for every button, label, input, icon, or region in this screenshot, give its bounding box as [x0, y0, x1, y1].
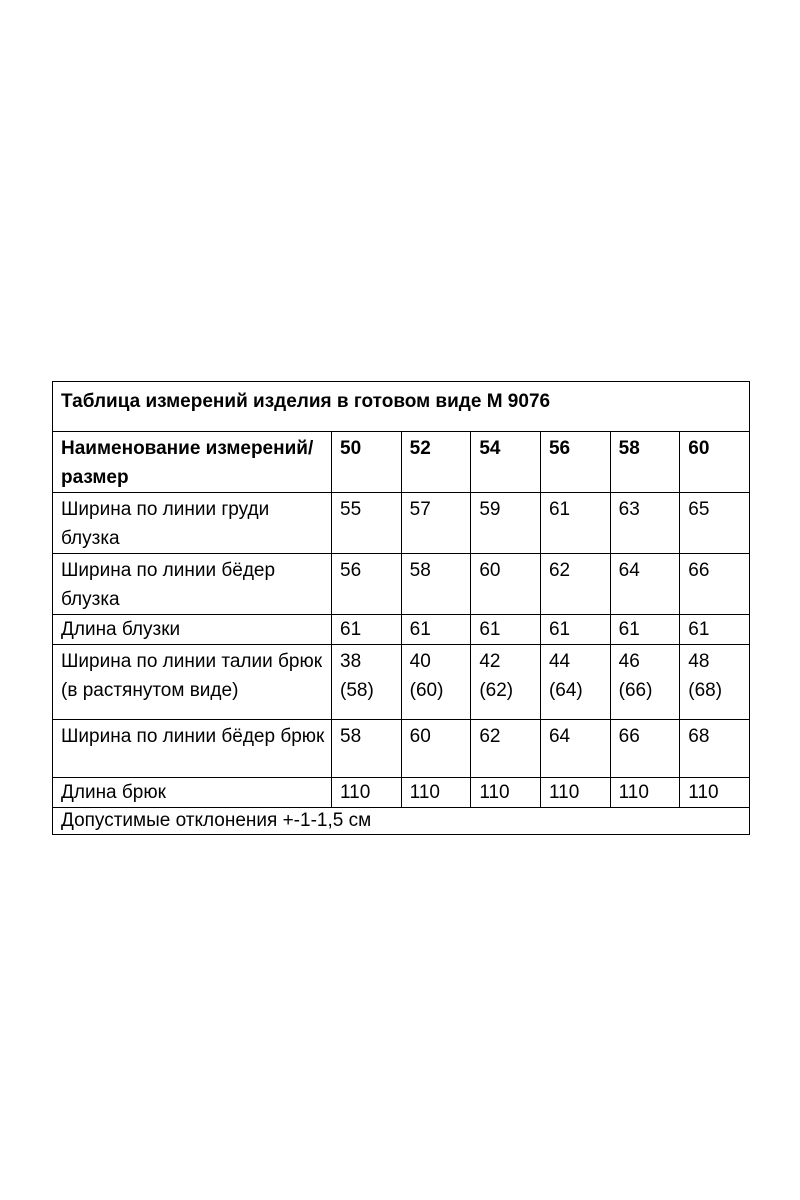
- row-label: Длина блузки: [53, 615, 332, 645]
- table-row: [53, 554, 750, 615]
- row-value: 58: [332, 720, 402, 778]
- row-value: 48 (68): [680, 645, 750, 720]
- row-value: 44 (64): [540, 645, 610, 720]
- row-value: 62: [471, 720, 541, 778]
- row-value: 110: [680, 778, 750, 808]
- row-value: 56: [332, 554, 402, 615]
- table-row: [53, 720, 750, 778]
- row-value: 63: [610, 493, 680, 554]
- row-value: 38 (58): [332, 645, 402, 720]
- row-value: 61: [332, 615, 402, 645]
- row-value: 58: [401, 554, 471, 615]
- row-value: 61: [471, 615, 541, 645]
- row-value: 61: [540, 493, 610, 554]
- row-label: Ширина по линии талии брюк (в растянутом виде): [53, 645, 332, 720]
- row-value: 66: [680, 554, 750, 615]
- row-value: 110: [401, 778, 471, 808]
- table-title: Таблица измерений изделия в готовом виде М 9076: [53, 382, 750, 432]
- header-size: 52: [401, 432, 471, 493]
- header-size: 58: [610, 432, 680, 493]
- row-value: 62: [540, 554, 610, 615]
- row-value: 61: [540, 615, 610, 645]
- measurements-table: [52, 381, 750, 835]
- table-title-row: [53, 382, 750, 432]
- row-value: 46 (66): [610, 645, 680, 720]
- row-value: 65: [680, 493, 750, 554]
- row-label: Ширина по линии бёдер блузка: [53, 554, 332, 615]
- row-value: 42 (62): [471, 645, 541, 720]
- row-value: 60: [401, 720, 471, 778]
- row-label: Ширина по линии груди блузка: [53, 493, 332, 554]
- row-value: 55: [332, 493, 402, 554]
- table-header-row: [53, 432, 750, 493]
- row-value: 61: [610, 615, 680, 645]
- table-row: [53, 493, 750, 554]
- row-value: 110: [332, 778, 402, 808]
- row-value: 40 (60): [401, 645, 471, 720]
- header-size: 54: [471, 432, 541, 493]
- table-row: [53, 615, 750, 645]
- header-label: Наименование измерений/размер: [53, 432, 332, 493]
- header-size: 56: [540, 432, 610, 493]
- row-value: 61: [401, 615, 471, 645]
- header-size: 50: [332, 432, 402, 493]
- row-label: Ширина по линии бёдер брюк: [53, 720, 332, 778]
- row-value: 110: [540, 778, 610, 808]
- table-footer-row: [53, 808, 750, 835]
- row-value: 68: [680, 720, 750, 778]
- row-label: Длина брюк: [53, 778, 332, 808]
- row-value: 64: [540, 720, 610, 778]
- row-value: 66: [610, 720, 680, 778]
- table-row: [53, 645, 750, 720]
- row-value: 110: [471, 778, 541, 808]
- row-value: 61: [680, 615, 750, 645]
- table-row: [53, 778, 750, 808]
- row-value: 110: [610, 778, 680, 808]
- row-value: 64: [610, 554, 680, 615]
- header-size: 60: [680, 432, 750, 493]
- tolerance-note: Допустимые отклонения +-1-1,5 см: [53, 808, 750, 835]
- row-value: 59: [471, 493, 541, 554]
- row-value: 60: [471, 554, 541, 615]
- row-value: 57: [401, 493, 471, 554]
